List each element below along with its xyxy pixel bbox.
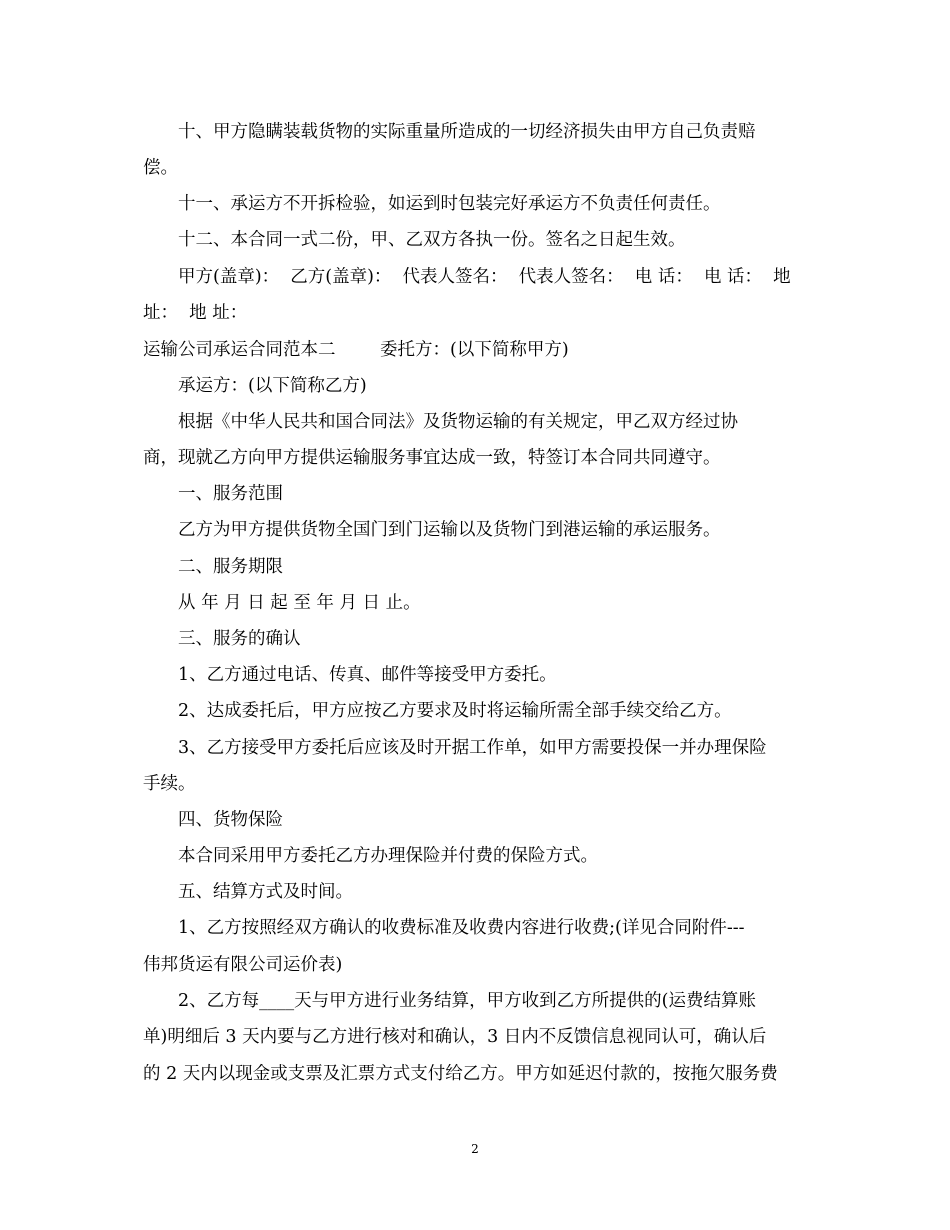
paragraph-line-16: 1、乙方通过电话、传真、邮件等接受甲方委托。 (178, 665, 557, 685)
paragraph-line-8: 承运方：(以下简称乙方) (178, 376, 367, 396)
paragraph-line-23: 1、乙方按照经双方确认的收费标准及收费内容进行收费;(详见合同附件--- (178, 918, 745, 938)
paragraph-line-2: 偿。 (143, 158, 178, 178)
paragraph-line-10: 商，现就乙方向甲方提供运输服务事宜达成一致，特签订本合同共同遵守。 (143, 448, 721, 468)
paragraph-line-22: 五、结算方式及时间。 (178, 882, 353, 902)
paragraph-line-24: 伟邦货运有限公司运价表) (143, 955, 343, 975)
paragraph-line-18: 3、乙方接受甲方委托后应该及时开据工作单，如甲方需要投保一并办理保险 (178, 738, 767, 758)
paragraph-line-17: 2、达成委托后，甲方应按乙方要求及时将运输所需全部手续交给乙方。 (178, 701, 732, 721)
paragraph-line-20: 四、货物保险 (178, 810, 283, 830)
paragraph-line-4: 十二、本合同一式二份，甲、乙双方各执一份。签名之日起生效。 (178, 230, 686, 250)
paragraph-line-25: 2、乙方每____天与甲方进行业务结算，甲方收到乙方所提供的(运费结算账 (178, 991, 756, 1011)
section-heading-line: 运输公司承运合同范本二 委托方：(以下简称甲方) (143, 340, 569, 360)
paragraph-line-3: 十一、承运方不开拆检验，如运到时包装完好承运方不负责任何责任。 (178, 194, 721, 214)
paragraph-line-9: 根据《中华人民共和国合同法》及货物运输的有关规定，甲乙双方经过协 (178, 412, 738, 432)
paragraph-line-27: 的 2 天内以现金或支票及汇票方式支付给乙方。甲方如延迟付款的，按拖欠服务费 (143, 1064, 778, 1084)
paragraph-line-21: 本合同采用甲方委托乙方办理保险并付费的保险方式。 (178, 846, 598, 866)
paragraph-line-15: 三、服务的确认 (178, 629, 301, 649)
paragraph-line-26: 单)明细后 3 天内要与乙方进行核对和确认，3 日内不反馈信息视同认可，确认后 (143, 1027, 767, 1047)
paragraph-line-11: 一、服务范围 (178, 484, 283, 504)
paragraph-line-1: 十、甲方隐瞒装载货物的实际重量所造成的一切经济损失由甲方自己负责赔 (178, 122, 756, 142)
paragraph-line-5: 甲方(盖章)： 乙方(盖章)： 代表人签名： 代表人签名： 电 话： 电 话： 地 (178, 267, 791, 287)
page-number: 2 (471, 1142, 479, 1156)
paragraph-line-12: 乙方为甲方提供货物全国门到门运输以及货物门到港运输的承运服务。 (178, 520, 721, 540)
paragraph-line-14: 从 年 月 日 起 至 年 月 日 止。 (178, 593, 421, 613)
paragraph-line-13: 二、服务期限 (178, 557, 283, 577)
paragraph-line-6: 址： 地 址： (143, 303, 248, 323)
paragraph-line-19: 手续。 (143, 774, 196, 794)
